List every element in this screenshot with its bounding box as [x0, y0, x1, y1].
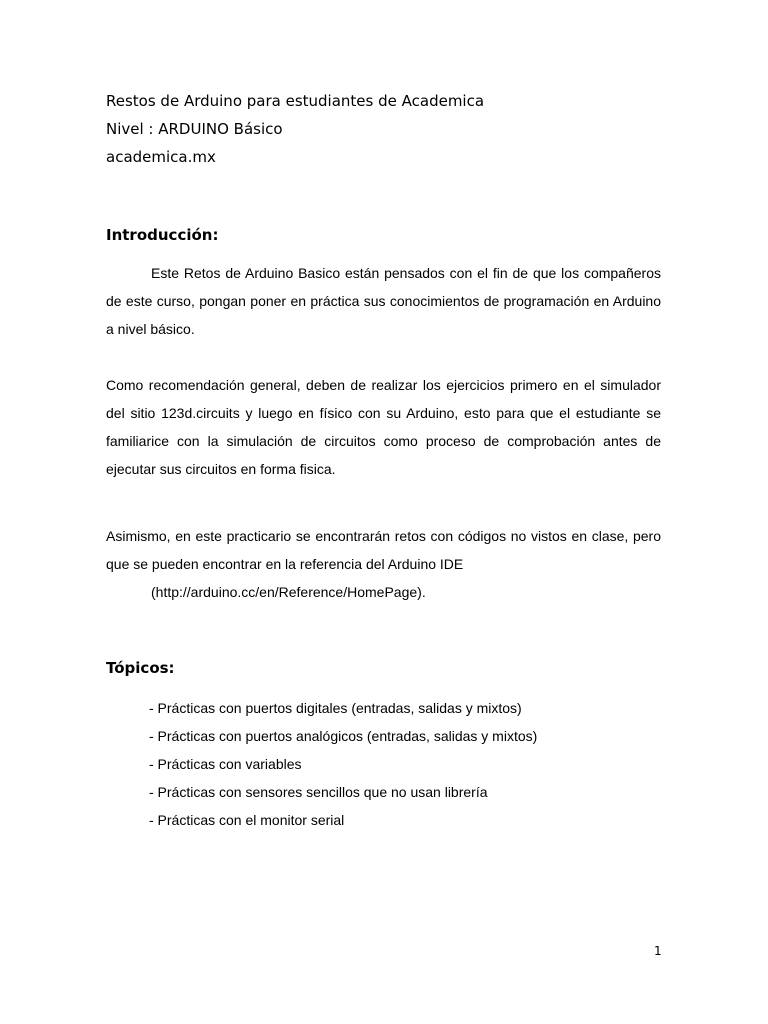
site-label: academica.mx — [106, 148, 216, 166]
list-item: - Prácticas con sensores sencillos que no usan librería — [149, 784, 488, 800]
introduction-paragraph-1: Este Retos de Arduino Basico están pensados con el fin de que los compañeros de este curso, pongan poner en práctica sus conocimientos de programación en Arduino a nivel básico. — [106, 265, 661, 337]
list-item: - Prácticas con puertos digitales (entradas, salidas y mixtos) — [149, 700, 522, 716]
list-item: - Prácticas con puertos analógicos (entradas, salidas y mixtos) — [149, 728, 538, 744]
introduction-paragraph-2: Como recomendación general, deben de realizar los ejercicios primero en el simulador del sitio 123d.circuits y luego en físico con su Arduino, esto para que el estudiante se familiarice con la simulación de circuitos como proceso de comprobación antes de ejecutar sus circuitos en forma fisica. — [106, 377, 661, 477]
list-item: - Prácticas con el monitor serial — [149, 812, 345, 828]
introduction-heading: Introducción: — [106, 226, 219, 244]
topics-heading: Tópicos: — [106, 659, 175, 677]
level-label: Nivel : ARDUINO Básico — [106, 120, 283, 138]
reference-link[interactable]: (http://arduino.cc/en/Reference/HomePage). — [151, 584, 426, 600]
list-item: - Prácticas con variables — [149, 756, 302, 772]
introduction-paragraph-3: Asimismo, en este practicario se encontrarán retos con códigos no vistos en clase, pero que se pueden encontrar en la referencia del Arduino IDE — [106, 528, 661, 572]
document-title: Restos de Arduino para estudiantes de Academica — [106, 92, 485, 110]
topics-list — [149, 694, 537, 834]
page-number: 1 — [654, 944, 662, 958]
